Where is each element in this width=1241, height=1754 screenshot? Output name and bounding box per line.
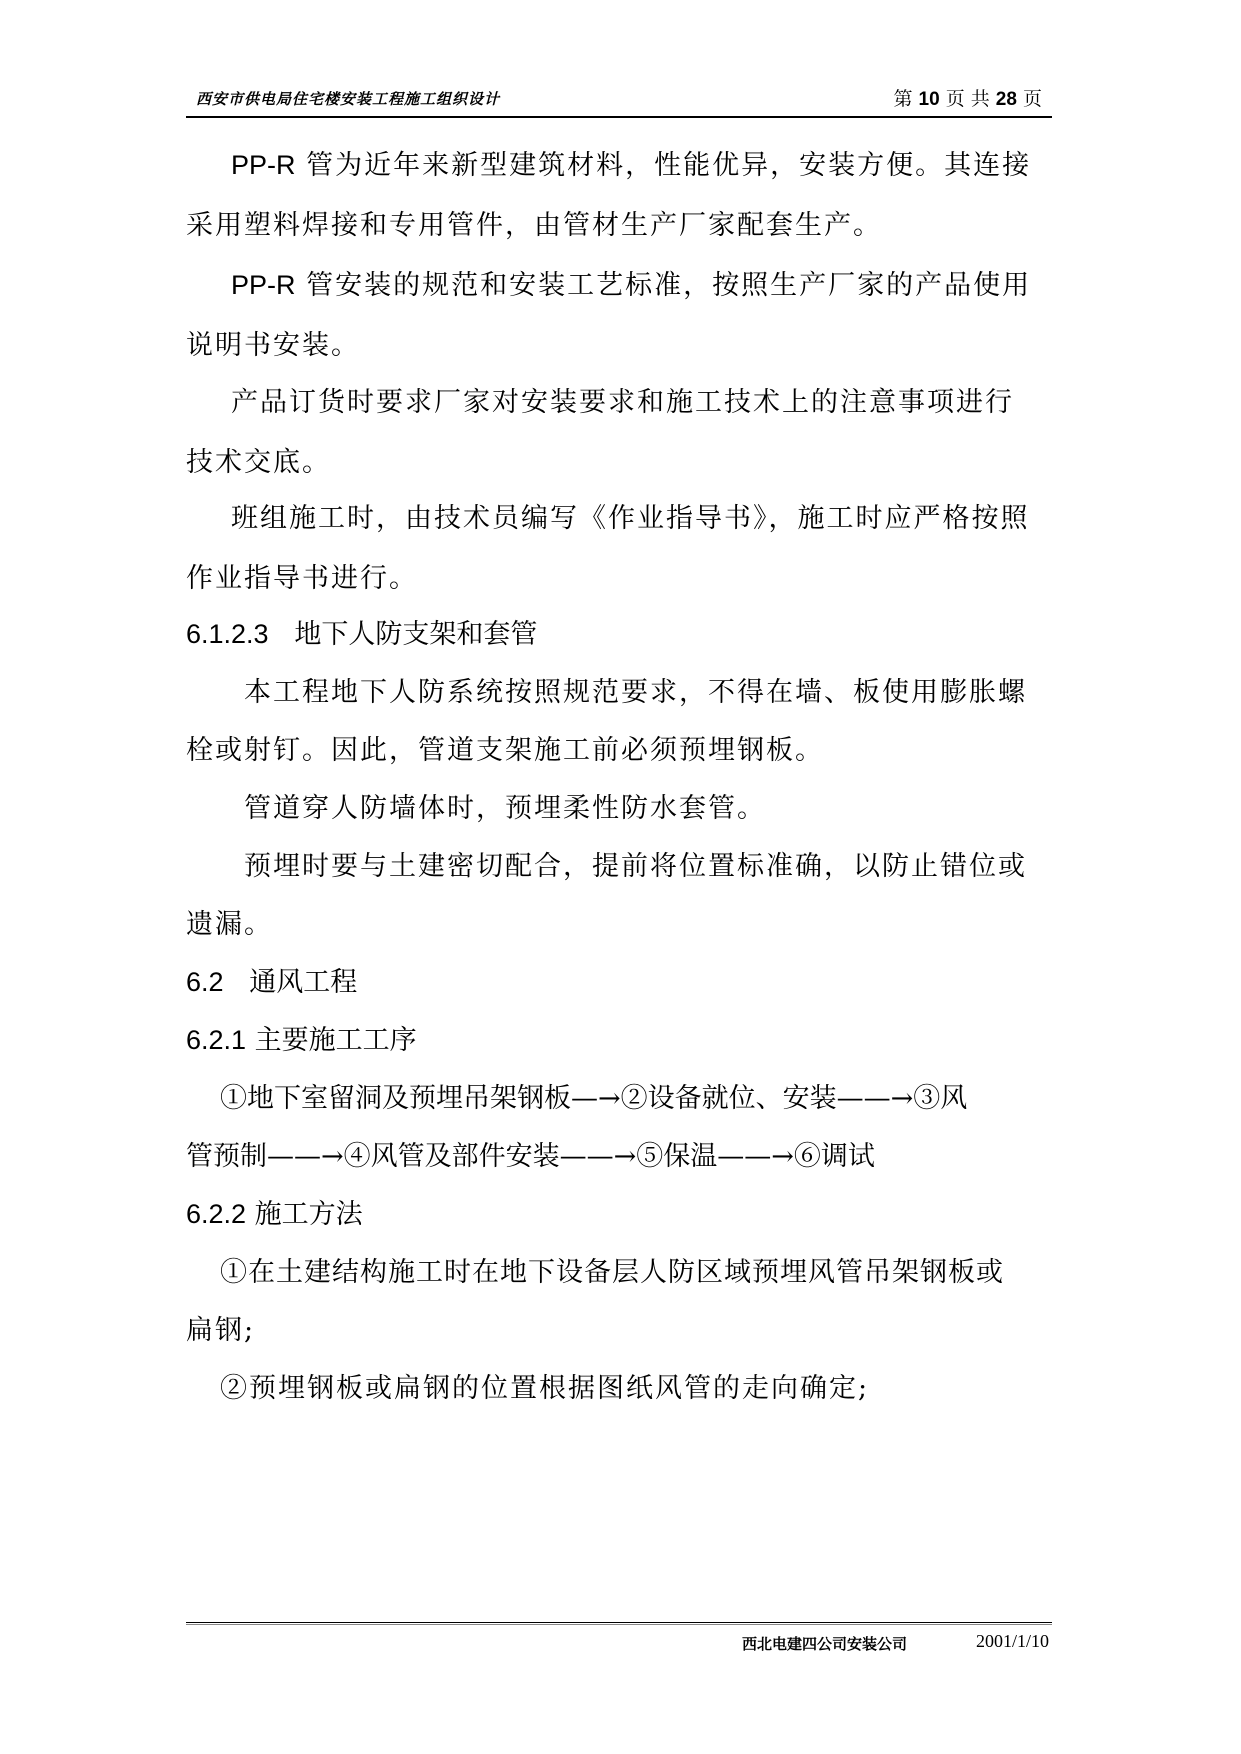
footer-company: 西北电建四公司安装公司 xyxy=(742,1635,908,1653)
total-pages: 28 xyxy=(995,89,1017,110)
paragraph-line: 本工程地下人防系统按照规范要求，不得在墙、板使用膨胀螺 xyxy=(244,677,1027,708)
page-header xyxy=(186,84,1052,118)
footer-date: 2001/1/10 xyxy=(976,1631,1050,1651)
current-page: 10 xyxy=(918,89,940,110)
paragraph-line: 技术交底。 xyxy=(186,447,331,478)
page-number: 第 10 页 共 28 页 xyxy=(893,88,1042,110)
paragraph-line: PP-R 管为近年来新型建筑材料，性能优异，安装方便。其连接 xyxy=(231,150,1032,181)
paragraph-line: ①在土建结构施工时在地下设备层人防区域预埋风管吊架钢板或 xyxy=(220,1257,1004,1288)
paragraph-line: ①地下室留洞及预埋吊架钢板—→②设备就位、安装——→③风 xyxy=(220,1083,968,1114)
paragraph-line: 产品订货时要求厂家对安装要求和施工技术上的注意事项进行 xyxy=(231,387,1014,418)
section-heading: 6.1.2.3 地下人防支架和套管 xyxy=(186,619,538,650)
paragraph-line: 扁钢; xyxy=(186,1315,256,1346)
paragraph-line: 遗漏。 xyxy=(186,909,273,940)
paragraph-line: PP-R 管安装的规范和安装工艺标准，按照生产厂家的产品使用 xyxy=(231,270,1032,301)
section-heading: 6.2.2 施工方法 xyxy=(186,1199,363,1230)
document-title: 西安市供电局住宅楼安装工程施工组织设计 xyxy=(196,90,501,108)
section-heading: 6.2 通风工程 xyxy=(186,967,358,998)
paragraph-line: 作业指导书进行。 xyxy=(186,563,418,594)
paragraph-line: 采用塑料焊接和专用管件，由管材生产厂家配套生产。 xyxy=(186,210,882,241)
paragraph-line: 管道穿人防墙体时，预埋柔性防水套管。 xyxy=(244,793,766,824)
paragraph-line: 说明书安装。 xyxy=(186,330,360,361)
paragraph-line: 班组施工时，由技术员编写《作业指导书》，施工时应严格按照 xyxy=(231,503,1030,534)
section-heading: 6.2.1 主要施工工序 xyxy=(186,1025,417,1056)
paragraph-line: ②预埋钢板或扁钢的位置根据图纸风管的走向确定; xyxy=(220,1373,870,1404)
footer-divider xyxy=(186,1622,1052,1623)
paragraph-line: 管预制——→④风管及部件安装——→⑤保温——→⑥调试 xyxy=(186,1141,875,1172)
paragraph-line: 栓或射钉。因此，管道支架施工前必须预埋钢板。 xyxy=(186,735,824,766)
paragraph-line: 预埋时要与土建密切配合，提前将位置标准确，以防止错位或 xyxy=(244,851,1027,882)
